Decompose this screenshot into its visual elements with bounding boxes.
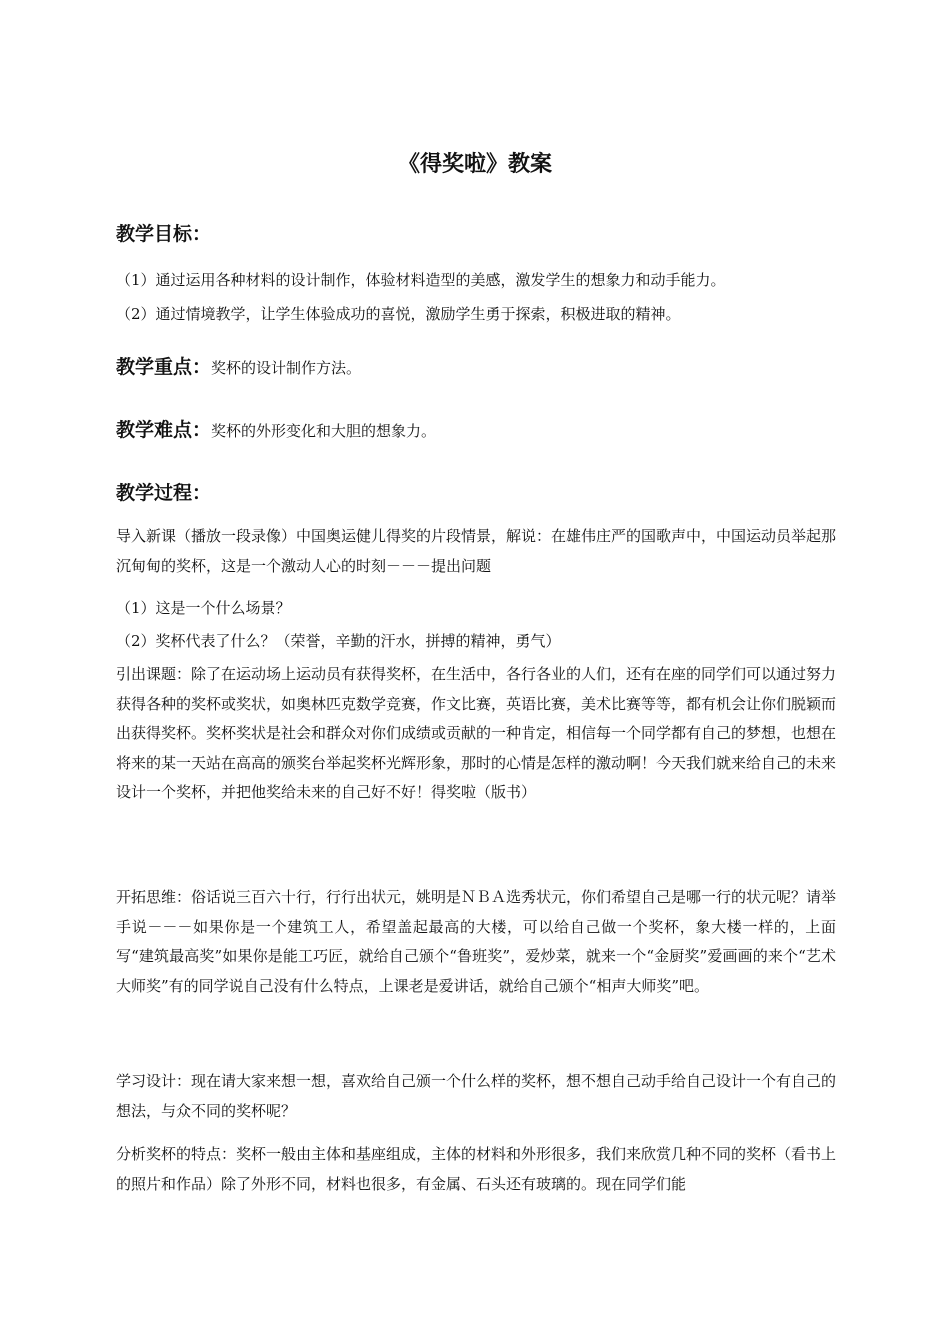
process-analyze-paragraph: 分析奖杯的特点：奖杯一般由主体和基座组成，主体的材料和外形很多，我们来欣赏几种不同的奖杯（看书上的照片和作品）除了外形不同，材料也很多，有金属、石头还有玻璃的。现在同学们能 bbox=[116, 1145, 837, 1193]
process-intro-paragraph: 导入新课（播放一段录像）中国奥运健儿得奖的片段情景，解说：在雄伟庄严的国歌声中，中国运动员举起那沉甸甸的奖杯，这是一个激动人心的时刻－－－提出问题 bbox=[116, 527, 837, 575]
objective-item-1: （1）通过运用各种材料的设计制作，体验材料造型的美感，激发学生的想象力和动手能力。 bbox=[116, 271, 726, 289]
key-point-text: 奖杯的设计制作方法。 bbox=[211, 359, 362, 377]
key-point-section bbox=[116, 352, 361, 379]
objectives-heading: 教学目标： bbox=[116, 223, 212, 245]
difficulty-text: 奖杯的外形变化和大胆的想象力。 bbox=[211, 422, 437, 440]
difficulty-heading: 教学难点： bbox=[116, 419, 212, 441]
difficulty-section bbox=[116, 415, 436, 442]
objective-item-2: （2）通过情境教学，让学生体验成功的喜悦，激励学生勇于探索，积极进取的精神。 bbox=[116, 305, 681, 323]
process-topic-paragraph: 引出课题：除了在运动场上运动员有获得奖杯，在生活中，各行各业的人们，还有在座的同学们可以通过努力获得各种的奖杯或奖状，如奥林匹克数学竞赛，作文比赛，英语比赛，美术比赛等等，都有机会让你们脱颖而出获得奖杯。奖杯奖状是社会和群众对你们成绩或贡献的一种肯定，相信每一个同学都有自己的梦想，也想在将来的某一天站在高高的颁奖台举起奖杯光辉形象，那时的心情是怎样的激动啊！今天我们就来给自己的未来设计一个奖杯，并把他奖给未来的自己好不好！得奖啦（版书） bbox=[116, 665, 837, 801]
process-heading: 教学过程： bbox=[116, 482, 212, 504]
process-expand-paragraph: 开拓思维：俗话说三百六十行，行行出状元，姚明是ＮＢＡ选秀状元，你们希望自己是哪一行的状元呢？请举手说－－－如果你是一个建筑工人，希望盖起最高的大楼，可以给自己做一个奖杯，象大楼一样的，上面写“建筑最高奖”如果你是能工巧匠，就给自己颁个“鲁班奖”，爱炒菜，就来一个“金厨奖”爱画画的来个“艺术大师奖”有的同学说自己没有什么特点，上课老是爱讲话，就给自己颁个“相声大师奖”吧。 bbox=[116, 888, 837, 995]
document-title: 《得奖啦》教案 bbox=[397, 152, 552, 177]
process-question-1: （1）这是一个什么场景？ bbox=[116, 599, 291, 617]
process-question-2: （2）奖杯代表了什么？（荣誉，辛勤的汗水，拼搏的精神，勇气） bbox=[116, 632, 561, 650]
key-point-heading: 教学重点： bbox=[116, 356, 212, 378]
process-design-paragraph: 学习设计：现在请大家来想一想，喜欢给自己颁一个什么样的奖杯，想不想自己动手给自己设计一个有自己的想法，与众不同的奖杯呢？ bbox=[116, 1072, 837, 1120]
